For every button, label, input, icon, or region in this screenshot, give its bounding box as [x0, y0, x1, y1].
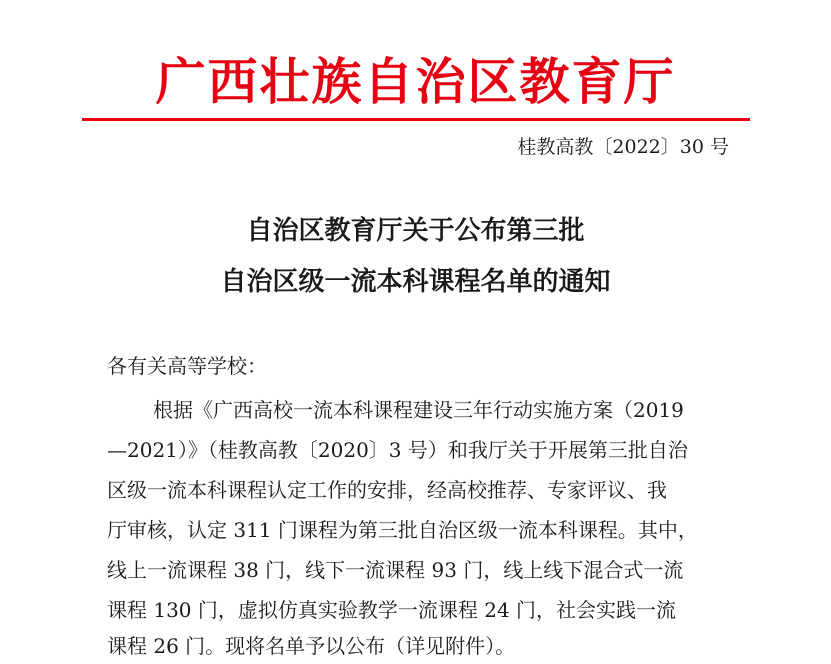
body-line: 线上一流课程 38 门，线下一流课程 93 门，线上线下混合式一流: [107, 558, 684, 582]
document-number: 桂教高教〔2022〕30 号: [517, 136, 729, 158]
document-title-line-1: 自治区教育厅关于公布第三批: [246, 216, 585, 246]
body-line: 厅审核，认定 311 门课程为第三批自治区级一流本科课程。其中，: [107, 518, 698, 542]
body-line: 区级一流本科课程认定工作的安排，经高校推荐、专家评议、我: [107, 478, 667, 502]
body-line: 课程 130 门，虚拟仿真实验教学一流课程 24 门，社会实践一流: [107, 598, 677, 622]
agency-header-title: 广西壮族自治区教育厅: [155, 53, 676, 111]
red-divider-rule: [82, 118, 750, 121]
body-line: 课程 26 门。现将名单予以公布（详见附件）。: [107, 634, 516, 658]
body-line: 根据《广西高校一流本科课程建设三年行动实施方案（2019: [153, 398, 684, 422]
body-line: —2021）》（桂教高教〔2020〕3 号）和我厅关于开展第三批自治: [107, 438, 688, 462]
document-title-line-2: 自治区级一流本科课程名单的通知: [220, 267, 611, 297]
salutation: 各有关高等学校：: [107, 354, 267, 378]
